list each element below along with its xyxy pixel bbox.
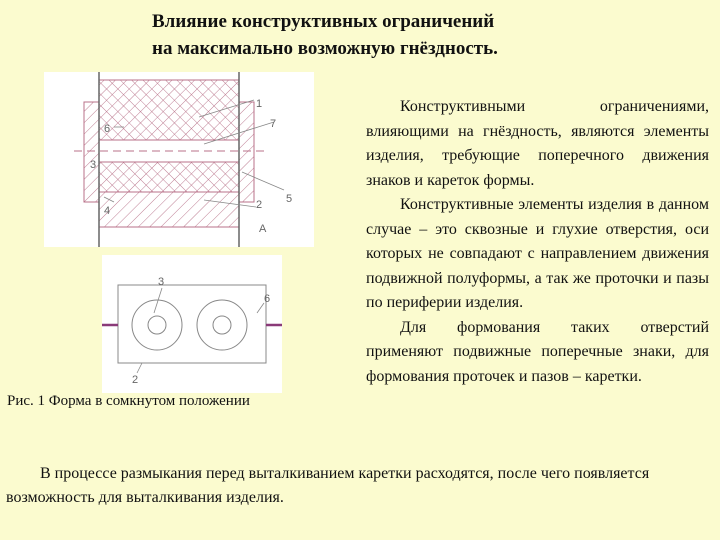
mold-section-diagram <box>44 72 314 247</box>
paragraph-opening: В процессе размыкания перед выталкиванием каретки расходятся, после чего появляется возможность для выталкивания изделия. <box>6 465 650 506</box>
fig1-label-5: 5 <box>286 193 293 205</box>
fig1-label-7: 7 <box>270 118 277 130</box>
description-text <box>366 95 709 389</box>
figure-caption: Рис. 1 Форма в сомкнутом положении <box>7 393 250 409</box>
title-line-1: Влияние конструктивных ограничений <box>152 11 495 32</box>
fig2-label-3: 3 <box>158 276 165 288</box>
fig1-label-6: 6 <box>104 123 111 135</box>
paragraph-constraints: Конструктивными ограничениями, влияющими на гнёздность, являются элементы изделия, требующие поперечного движения знаков и кареток формы. <box>366 98 709 189</box>
fig1-label-2: 2 <box>256 199 263 211</box>
paragraph-forming: Для формования таких отверстий применяют подвижные поперечные знаки, для формования проточек и пазов – каретки. <box>366 318 709 385</box>
fig1-label-4: 4 <box>104 205 111 217</box>
fig1-label-1: 1 <box>256 98 263 110</box>
slide-title <box>152 8 622 62</box>
title-line-2: на максимально возможную гнёздность. <box>152 38 498 59</box>
bottom-text <box>6 462 706 510</box>
fig2-label-2: 2 <box>132 374 139 386</box>
fig2-label-6: 6 <box>264 293 271 305</box>
mold-plan-diagram <box>102 255 282 393</box>
paragraph-elements: Конструктивные элементы изделия в данном случае – это сквозные и глухие отверстия, оси которых не совпадают с направлением движения подвижной полуформы, а так же проточки и пазы по периферии изделия. <box>366 196 709 311</box>
fig1-label-3: 3 <box>90 159 97 171</box>
fig1-label-a: A <box>259 223 267 235</box>
